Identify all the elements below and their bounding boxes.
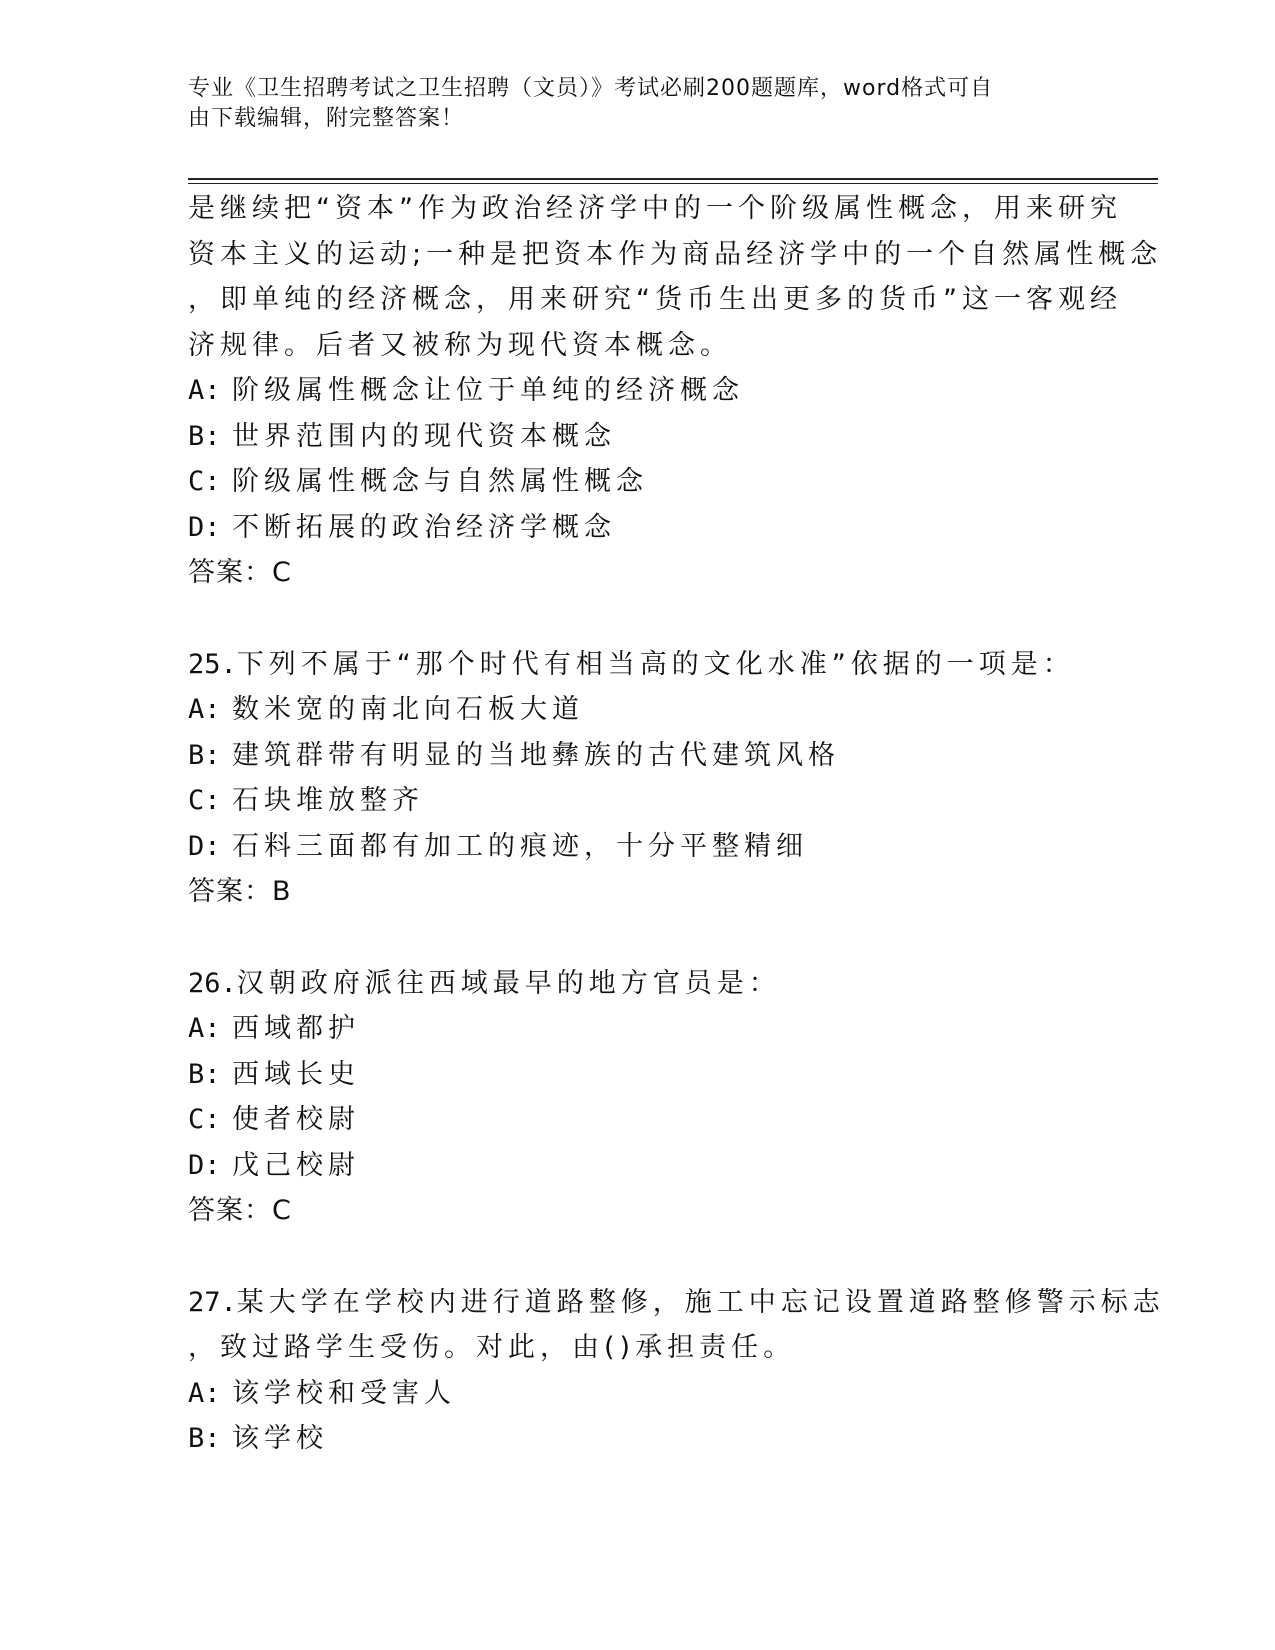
- option-c: [188, 778, 1188, 824]
- option-text: 阶级属性概念与自然属性概念: [232, 466, 648, 497]
- option-text: 阶级属性概念让位于单纯的经济概念: [232, 375, 744, 406]
- option-d: [188, 1143, 1188, 1189]
- question-text: 某大学在学校内进行道路整修，施工中忘记设置道路整修警示标志: [236, 1286, 1165, 1318]
- question-text: 下列不属于“那个时代有相当高的文化水准”依据的一项是：: [236, 648, 1075, 680]
- passage-line: 济规律。后者又被称为现代资本概念。: [188, 329, 732, 361]
- option-b: [188, 414, 1188, 460]
- option-letter: C:: [188, 785, 221, 816]
- option-d: [188, 824, 1188, 870]
- question-number: 26.: [188, 967, 237, 999]
- option-letter: A:: [188, 694, 221, 725]
- option-a: [188, 1371, 1188, 1417]
- option-letter: B:: [188, 420, 221, 452]
- passage-line: 资本主义的运动;一种是把资本作为商品经济学中的一个自然属性概念: [188, 238, 1163, 270]
- option-text: 建筑群带有明显的当地彝族的古代建筑风格: [232, 739, 840, 771]
- option-a: [188, 687, 1188, 733]
- option-text: 世界范围内的现代资本概念: [232, 420, 616, 452]
- option-letter: A:: [188, 375, 221, 406]
- question-stem-continued: ，致过路学生受伤。对此，由()承担责任。: [188, 1332, 796, 1363]
- option-letter: B:: [188, 1423, 221, 1454]
- passage-line: 是继续把“资本”作为政治经济学中的一个阶级属性概念，用来研究: [188, 193, 1122, 224]
- answer-line: 答案：C: [188, 1195, 292, 1226]
- option-letter: A:: [188, 1013, 221, 1044]
- option-text: 数米宽的南北向石板大道: [232, 694, 584, 725]
- option-text: 西域都护: [232, 1013, 360, 1044]
- option-letter: C:: [188, 466, 221, 497]
- answer-line: 答案：C: [188, 557, 292, 588]
- question-number: 25.: [188, 648, 237, 680]
- option-c: [188, 459, 1188, 505]
- answer-line: 答案：B: [188, 876, 292, 907]
- option-letter: D:: [188, 830, 221, 862]
- option-a: [188, 368, 1188, 414]
- option-b: [188, 1052, 1188, 1098]
- question-stem: [188, 1280, 1188, 1326]
- question-stem: [188, 642, 1188, 688]
- question-spacer: [188, 1234, 1188, 1280]
- question-spacer: [188, 596, 1188, 642]
- option-letter: D:: [188, 511, 221, 543]
- option-text: 戊己校尉: [232, 1149, 360, 1181]
- question-stem: [188, 961, 1188, 1007]
- option-letter: B:: [188, 739, 221, 771]
- option-text: 使者校尉: [232, 1104, 360, 1135]
- option-text: 西域长史: [232, 1058, 360, 1090]
- option-letter: D:: [188, 1149, 221, 1181]
- option-text: 不断拓展的政治经济学概念: [232, 511, 616, 543]
- header-line-2: 由下载编辑，附完整答案！: [188, 106, 465, 131]
- option-d: [188, 505, 1188, 551]
- option-b: [188, 1416, 1188, 1462]
- option-b: [188, 733, 1188, 779]
- option-letter: B:: [188, 1058, 221, 1090]
- question-number: 27.: [188, 1286, 237, 1318]
- option-a: [188, 1006, 1188, 1052]
- question-spacer: [188, 915, 1188, 961]
- option-letter: A:: [188, 1377, 221, 1409]
- header-divider-thick: [188, 178, 1158, 180]
- option-text: 石块堆放整齐: [232, 785, 424, 816]
- header-line-1: 专业《卫生招聘考试之卫生招聘（文员）》考试必刷200题题库，word格式可自: [188, 76, 994, 101]
- option-letter: C:: [188, 1104, 221, 1135]
- document-header: [188, 74, 1088, 134]
- option-text: 该学校: [232, 1423, 328, 1454]
- header-divider-thin: [188, 183, 1158, 184]
- option-text: 石料三面都有加工的痕迹，十分平整精细: [232, 830, 808, 862]
- passage-line: ，即单纯的经济概念，用来研究“货币生出更多的货币”这一客观经: [188, 284, 1122, 315]
- option-c: [188, 1097, 1188, 1143]
- option-text: 该学校和受害人: [232, 1377, 456, 1409]
- question-content: [188, 186, 1188, 1462]
- question-text: 汉朝政府派往西域最早的地方官员是：: [236, 967, 781, 999]
